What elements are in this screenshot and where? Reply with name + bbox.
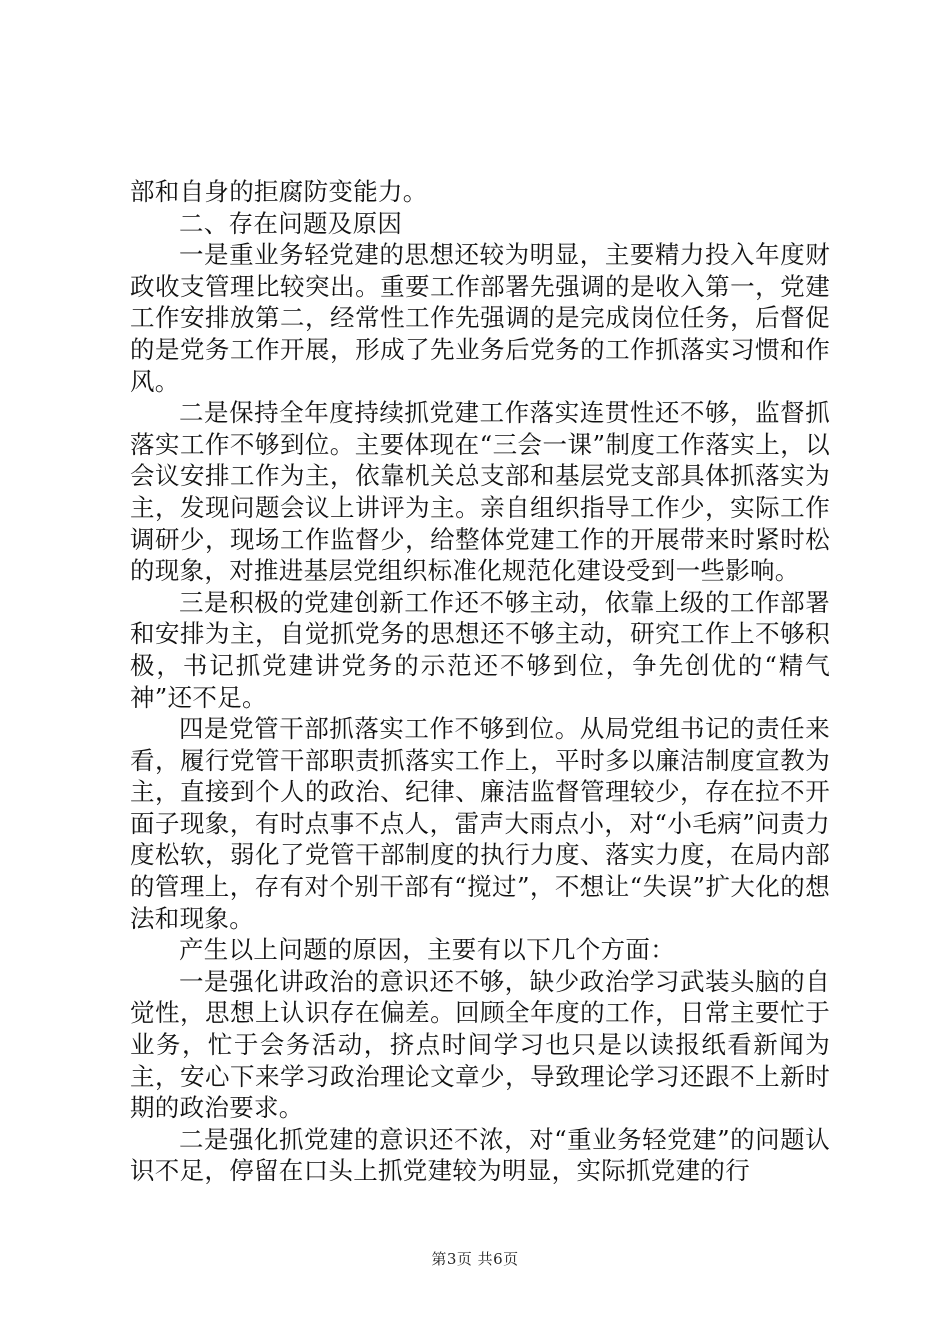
paragraph-continuation: 部和自身的拒腐防变能力。 [130, 177, 428, 206]
page-footer: 第3页 共6页 [431, 1250, 519, 1268]
document-body [130, 176, 830, 1187]
paragraph-cause-2: 二是强化抓党建的意识还不浓，对“重业务轻党建”的问题认识不足，停留在口头上抓党建较为明显，实际抓党建的行 [130, 1124, 830, 1186]
paragraph-problem-4: 四是党管干部抓落实工作不够到位。从局党组书记的责任来看，履行党管干部职责抓落实工作上，平时多以廉洁制度宣教为主，直接到个人的政治、纪律、廉洁监督管理较少，存在拉不开面子现象，有时点事不点人，雷声大雨点小，对“小毛病”问责力度松软，弱化了党管干部制度的执行力度、落实力度，在局内部的管理上，存有对个别干部有“搅过”，不想让“失误”扩大化的想法和现象。 [130, 714, 830, 933]
paragraph-cause-1: 一是强化讲政治的意识还不够，缺少政治学习武装头脑的自觉性，思想上认识存在偏差。回顾全年度的工作，日常主要忙于业务，忙于会务活动，挤点时间学习也只是以读报纸看新闻为主，安心下来学习政治理论文章少，导致理论学习还跟不上新时期的政治要求。 [130, 966, 830, 1123]
paragraph-problem-1: 一是重业务轻党建的思想还较为明显，主要精力投入年度财政收支管理比较突出。重要工作部署先强调的是收入第一，党建工作安排放第二，经常性工作先强调的是完成岗位任务，后督促的是党务工作开展，形成了先业务后党务的工作抓落实习惯和作风。 [130, 240, 830, 396]
paragraph-problem-2: 二是保持全年度持续抓党建工作落实连贯性还不够，监督抓落实工作不够到位。主要体现在“三会一课”制度工作落实上，以会议安排工作为主，依靠机关总支部和基层党支部具体抓落实为主，发现问题会议上讲评为主。亲自组织指导工作少，实际工作调研少，现场工作监督少，给整体党建工作的开展带来时紧时松的现象，对推进基层党组织标准化规范化建设受到一些影响。 [130, 398, 830, 586]
paragraph-problem-3: 三是积极的党建创新工作还不够主动，依靠上级的工作部署和安排为主，自觉抓党务的思想还不够主动，研究工作上不够积极，书记抓党建讲党务的示范还不够到位，争先创优的“精气神”还不足。 [130, 587, 830, 712]
paragraph-causes-intro: 产生以上问题的原因，主要有以下几个方面： [179, 935, 675, 965]
section-heading: 二、存在问题及原因 [179, 208, 403, 238]
